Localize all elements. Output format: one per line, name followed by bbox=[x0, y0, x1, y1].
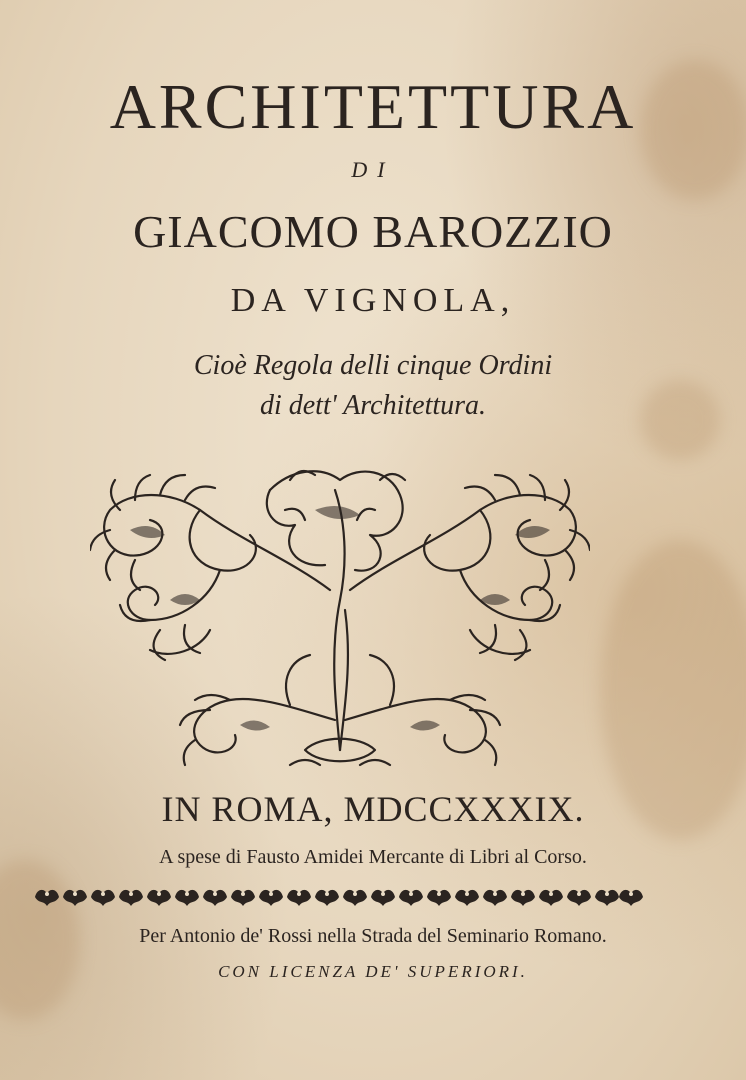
publisher-line: A spese di Fausto Amidei Mercante di Libri al Corso. bbox=[159, 846, 587, 868]
fleuron-border-icon bbox=[33, 882, 643, 912]
title-preposition: DI bbox=[351, 157, 395, 182]
subtitle-line-2: di dett' Architettura. bbox=[259, 390, 487, 421]
imprint-place-date: IN ROMA, MDCCXXXIX. bbox=[161, 789, 585, 829]
book-title: ARCHITETTURA bbox=[109, 71, 637, 142]
author-name: GIACOMO BAROZZIO bbox=[133, 206, 613, 257]
license-line: CON LICENZA DE' SUPERIORI. bbox=[218, 962, 528, 981]
author-origin: DA VIGNOLA, bbox=[230, 282, 516, 319]
subtitle-line-1: Cioè Regola delli cinque Ordini bbox=[193, 350, 553, 381]
acanthus-ornament-icon bbox=[90, 450, 590, 780]
printer-line: Per Antonio de' Rossi nella Strada del Seminario Romano. bbox=[139, 925, 607, 947]
